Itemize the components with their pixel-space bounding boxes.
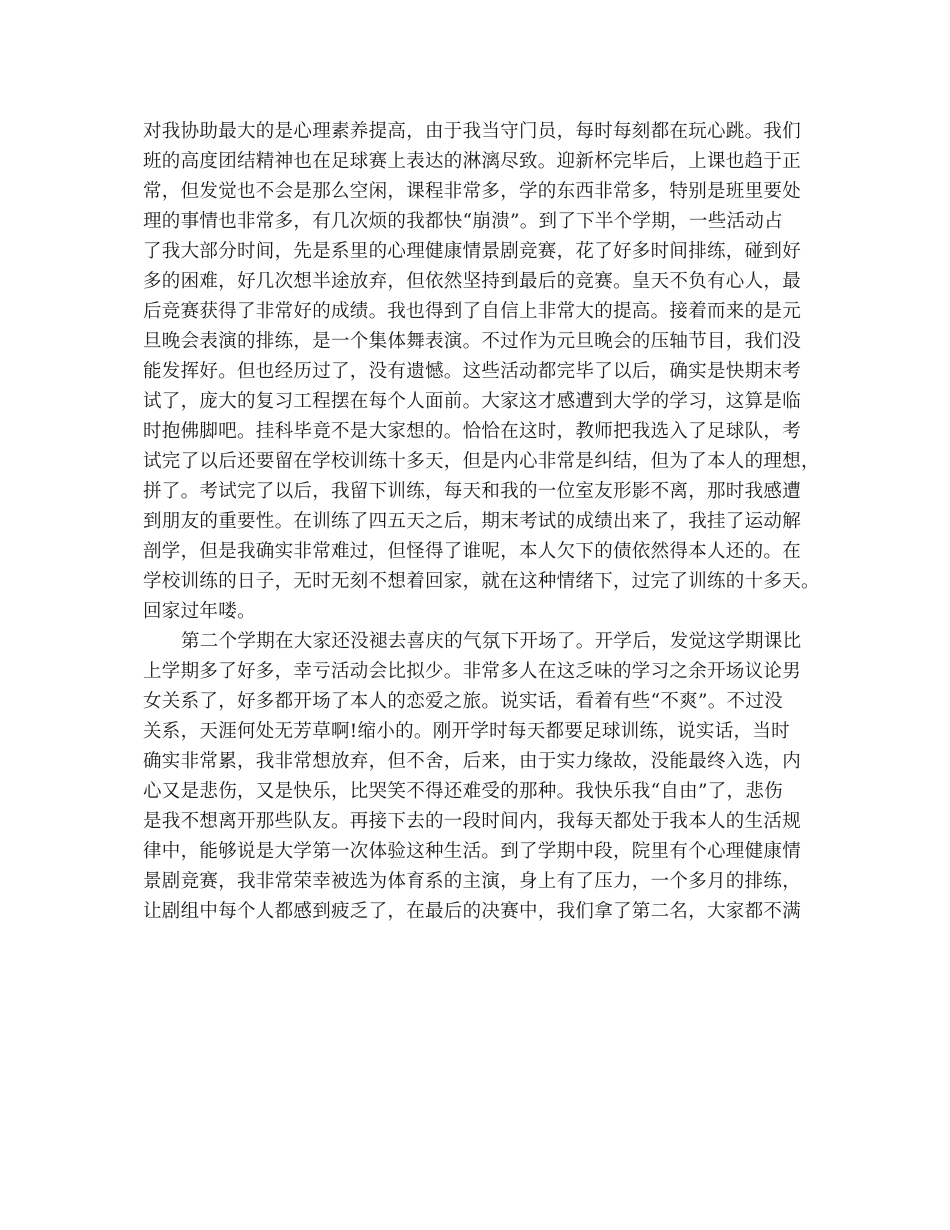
text-line: 景剧竞赛，我非常荣幸被选为体育系的主演，身上有了压力，一个多月的排练， <box>143 871 802 892</box>
text-line: 试了，庞大的复习工程摆在每个人面前。大家这才感遭到大学的学习，这算是临 <box>143 391 802 412</box>
text-line: 时抱佛脚吧。挂科毕竟不是大家想的。恰恰在这时，教师把我选入了足球队，考 <box>143 421 802 442</box>
text-line: 了我大部分时间，先是系里的心理健康情景剧竞赛，花了好多时间排练，碰到好 <box>143 241 802 262</box>
body-text <box>143 117 820 927</box>
text-line: 是我不想离开那些队友。再接下去的一段时间内，我每天都处于我本人的生活规 <box>143 811 802 832</box>
text-line: 拼了。考试完了以后，我留下训练，每天和我的一位室友形影不离，那时我感遭 <box>143 481 802 502</box>
text-line: 律中，能够说是大学第一次体验这种生活。到了学期中段，院里有个心理健康情 <box>143 841 802 862</box>
text-line: 班的高度团结精神也在足球赛上表达的淋漓尽致。迎新杯完毕后，上课也趋于正 <box>143 151 802 172</box>
text-line: 回家过年喽。 <box>143 601 256 622</box>
text-line: 学校训练的日子，无时无刻不想着回家，就在这种情绪下，过完了训练的十多天。 <box>143 571 820 592</box>
text-line: 能发挥好。但也经历过了，没有遗憾。这些活动都完毕了以后，确实是快期末考 <box>143 361 802 382</box>
text-line: 常，但发觉也不会是那么空闲，课程非常多，学的东西非常多，特别是班里要处 <box>143 181 802 202</box>
text-line: 到朋友的重要性。在训练了四五天之后，期末考试的成绩出来了，我挂了运动解 <box>143 511 802 532</box>
text-line: 关系，天涯何处无芳草啊!缩小的。刚开学时每天都要足球训练，说实话，当时 <box>143 721 790 742</box>
text-line: 对我协助最大的是心理素养提高，由于我当守门员，每时每刻都在玩心跳。我们 <box>143 121 802 142</box>
text-line: 让剧组中每个人都感到疲乏了，在最后的决赛中，我们拿了第二名，大家都不满 <box>143 901 802 922</box>
text-line: 试完了以后还要留在学校训练十多天，但是内心非常是纠结，但为了本人的理想， <box>143 451 820 472</box>
text-line: 心又是悲伤，又是快乐，比哭笑不得还难受的那种。我快乐我“自由”了，悲伤 <box>143 781 783 802</box>
text-line: 旦晚会表演的排练，是一个集体舞表演。不过作为元旦晚会的压轴节目，我们没 <box>143 331 802 352</box>
text-line: 多的困难，好几次想半途放弃，但依然坚持到最后的竞赛。皇天不负有心人，最 <box>143 271 802 292</box>
paragraph-start-line: 第二个学期在大家还没褪去喜庆的气氛下开场了。开学后，发觉这学期课比 <box>181 631 802 652</box>
text-line: 女关系了，好多都开场了本人的恋爱之旅。说实话，看着有些“不爽”。不过没 <box>143 691 783 712</box>
text-line: 理的事情也非常多，有几次烦的我都快“崩溃”。到了下半个学期，一些活动占 <box>143 211 783 232</box>
text-line: 后竞赛获得了非常好的成绩。我也得到了自信上非常大的提高。接着而来的是元 <box>143 301 802 322</box>
text-line: 上学期多了好多，幸亏活动会比拟少。非常多人在这乏味的学习之余开场议论男 <box>143 661 802 682</box>
text-line: 剖学，但是我确实非常难过，但怪得了谁呢，本人欠下的债依然得本人还的。在 <box>143 541 802 562</box>
text-line: 确实非常累，我非常想放弃，但不舍，后来，由于实力缘故，没能最终入选，内 <box>143 751 802 772</box>
